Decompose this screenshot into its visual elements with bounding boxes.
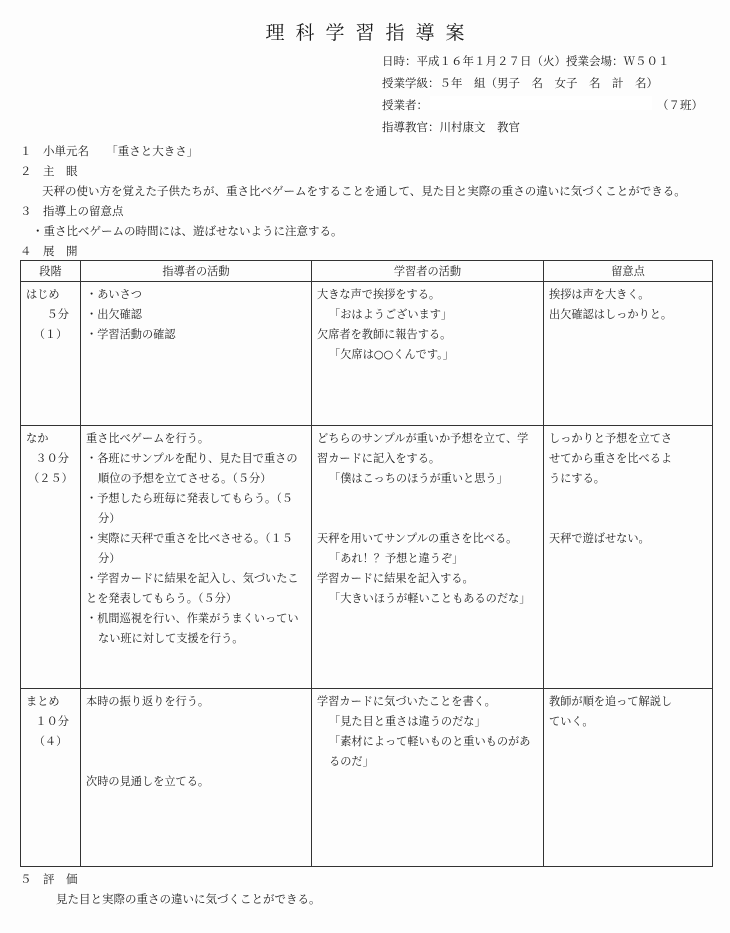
stage-count: （１） [33, 328, 68, 341]
teacher-line: ・学習活動の確認 [86, 328, 176, 341]
section-4-heading: ４ 展 開 [20, 244, 78, 258]
learner-line: 「見た目と重さは違うのだな」 [329, 715, 486, 728]
teacher-activity-cell [81, 282, 312, 426]
learner-activity-cell [312, 282, 544, 426]
stage-cell [21, 282, 81, 426]
learner-line: 欠席者を教師に報告する。 [317, 328, 452, 341]
teacher-line: ・あいさつ [86, 288, 142, 301]
table-row-matome [21, 689, 713, 867]
teacher-line: ・予想したら班毎に発表してもらう。（５ [86, 492, 293, 505]
teacher-line: 本時の振り返りを行う。 [86, 695, 210, 708]
teacher-line: 重さ比べゲームを行う。 [86, 432, 210, 445]
section-2-heading: ２ 主 眼 [20, 164, 78, 178]
section-5-heading: ５ 評 価 [20, 872, 78, 886]
stage-name: はじめ [26, 288, 60, 301]
stage-name: まとめ [26, 695, 60, 708]
learner-line: 「素材によって軽いものと重いものがあ [329, 735, 531, 748]
teacher-line: ない班に対して支援を行う。 [98, 632, 244, 645]
teacher-line: 分） [98, 512, 121, 525]
teacher-line: ・実際に天秤で重さを比べさせる。（１５ [86, 532, 293, 545]
note-line: 出欠確認はしっかりと。 [549, 308, 673, 321]
teacher-line: ・机間巡視を行い、作業がうまくいってい [86, 612, 299, 625]
note-line: うにする。 [549, 472, 605, 485]
stage-cell [21, 426, 81, 689]
learner-line: 学習カードに気づいたことを書く。 [317, 695, 496, 708]
page-title: 理科学習指導案 [265, 22, 476, 44]
header-note: 留意点 [544, 261, 713, 282]
section-3-body: ・重さ比べゲームの時間には、遊ばせないように注意する。 [32, 224, 343, 238]
learner-activity-cell [312, 689, 544, 867]
note-line: 天秤で遊ばせない。 [549, 532, 650, 545]
stage-duration: ５分 [46, 308, 69, 321]
group-label: （７班） [657, 98, 703, 112]
teacher-label: 授業者： [382, 98, 428, 112]
lesson-plan-table [20, 260, 713, 867]
section-2-body: 天秤の使い方を覚えた子供たちが、重さ比べゲームをすることを通して、見た目と実際の重さの違いに気づくことができる。 [42, 184, 686, 198]
teacher-line: ・各班にサンプルを配り、見た目で重さの [86, 452, 298, 465]
header-learner: 学習者の活動 [312, 261, 544, 282]
table-row-hajime [21, 282, 713, 426]
learner-line: 「あれ！？予想と違うぞ」 [329, 552, 464, 565]
section-5-body: 見た目と実際の重さの違いに気づくことができる。 [56, 892, 321, 906]
table-header-row [21, 261, 713, 282]
stage-count: （２５） [28, 472, 73, 485]
learner-line: 大きな声で挨拶をする。 [317, 288, 441, 301]
table-row-naka [21, 426, 713, 689]
note-cell [544, 426, 713, 689]
header-teacher: 指導者の活動 [81, 261, 312, 282]
learner-line: 「僕はこっちのほうが重いと思う」 [329, 472, 508, 485]
learner-line: 「大きいほうが軽いこともあるのだな」 [329, 592, 531, 605]
stage-duration: ３０分 [35, 452, 69, 465]
note-line: せてから重さを比べるよ [549, 452, 673, 465]
teacher-line: とを発表してもらう。（５分） [86, 592, 238, 605]
teacher-activity-cell [81, 426, 312, 689]
note-line: 挨拶は声を大きく。 [549, 288, 650, 301]
stage-count: （４） [33, 735, 68, 748]
redacted-name [430, 96, 652, 110]
learner-line: 「欠席は○○くんです。」 [329, 348, 454, 361]
learner-activity-cell [312, 426, 544, 689]
note-line: ていく。 [549, 715, 594, 728]
note-cell [544, 689, 713, 867]
learner-line: 天秤を用いてサンプルの重さを比べる。 [317, 532, 518, 545]
datetime-line: 日時：平成１６年１月２７日（火）授業会場：Ｗ５０１ [382, 54, 670, 68]
stage-cell [21, 689, 81, 867]
stage-name: なか [26, 432, 49, 445]
section-1-unit: １ 小単元名 「重さと大きさ」 [20, 144, 199, 158]
teacher-line: 分） [98, 552, 121, 565]
header-stage: 段階 [21, 261, 81, 282]
note-line: しっかりと予想を立てさ [549, 432, 673, 445]
teacher-line: ・出欠確認 [86, 308, 142, 321]
section-3-heading: ３ 指導上の留意点 [20, 204, 124, 218]
teacher-line: ・学習カードに結果を記入し、気づいたこ [86, 572, 299, 585]
stage-duration: １０分 [35, 715, 69, 728]
teacher-line: 順位の予想を立てさせる。（５分） [98, 472, 272, 485]
advisor-line: 指導教官：川村康文 教官 [382, 120, 520, 134]
learner-line: どちらのサンプルが重いか予想を立て、学 [317, 432, 529, 445]
learner-line: 習カードに記入をする。 [317, 452, 441, 465]
learner-line: るのだ」 [329, 755, 374, 768]
note-line: 教師が順を追って解説し [549, 695, 673, 708]
learner-line: 「おはようございます」 [329, 308, 453, 321]
teacher-activity-cell [81, 689, 312, 867]
class-line: 授業学級：５年 組（男子 名 女子 名 計 名） [382, 76, 658, 90]
teacher-line: 次時の見通しを立てる。 [86, 775, 210, 788]
learner-line: 学習カードに結果を記入する。 [317, 572, 474, 585]
note-cell [544, 282, 713, 426]
